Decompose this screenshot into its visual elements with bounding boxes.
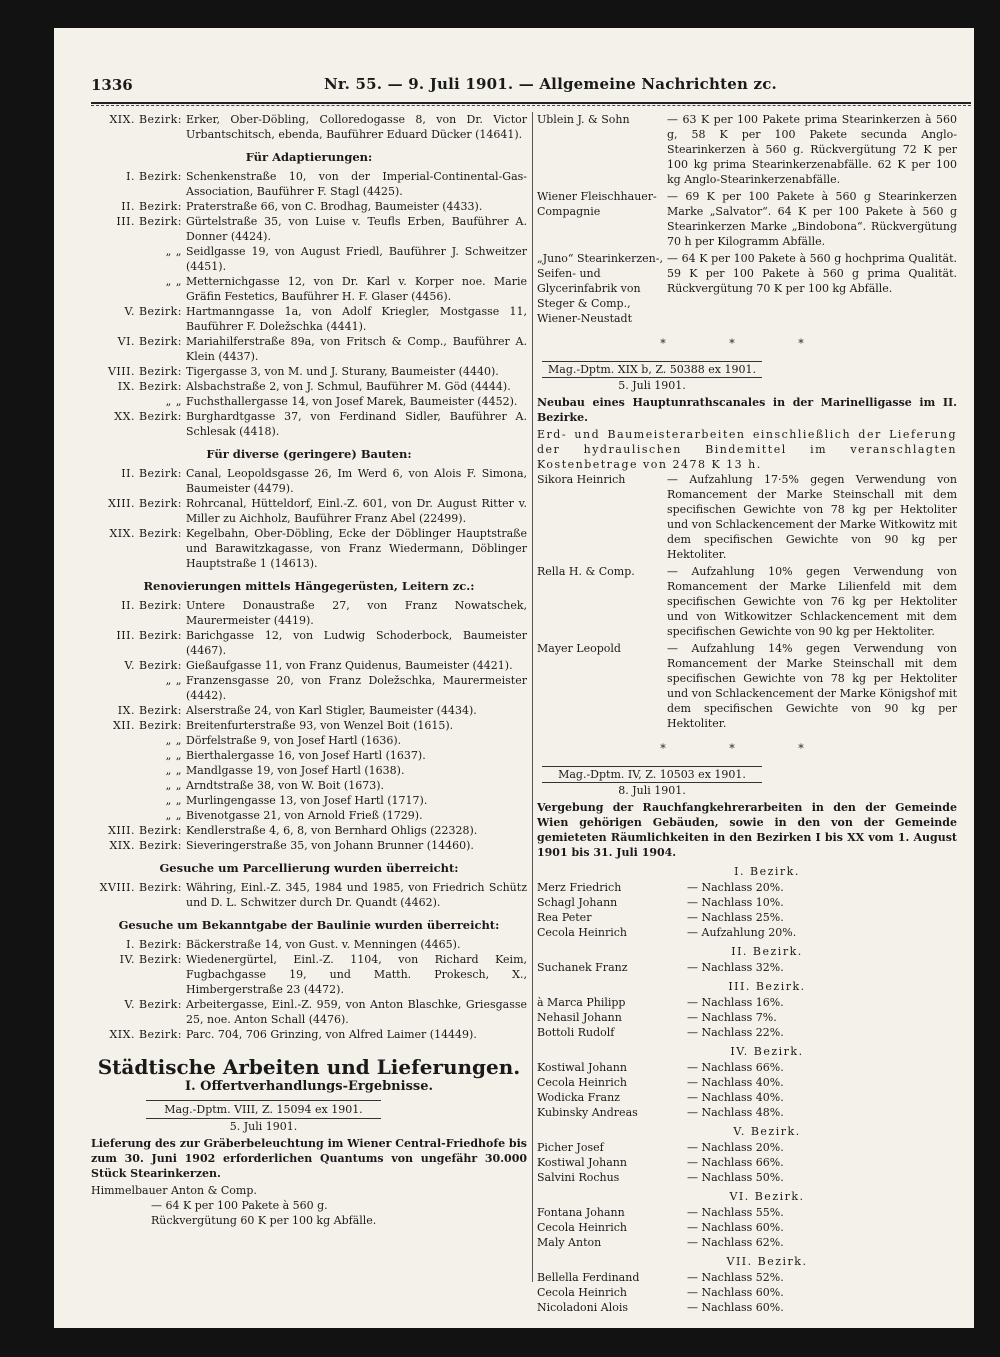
entry-text: Tigergasse 3, von M. und J. Sturany, Baumeister (4440).: [186, 365, 499, 378]
bids-canal: [537, 472, 957, 731]
entry-text: Dörfelstraße 9, von Josef Hartl (1636).: [186, 734, 402, 747]
entry-text: Schenkenstraße 10, von der Imperial-Continental-Gas-Association, Bauführer F. Stagl (4425).: [186, 170, 527, 198]
entries-renovierungen: [91, 598, 527, 853]
district-row: [537, 925, 957, 940]
district-heading: VI. Bezirk.: [729, 1190, 805, 1203]
bezirk-entry: [91, 937, 527, 952]
bezirk-entry: [91, 1027, 527, 1042]
district-heading: III. Bezirk.: [728, 980, 806, 993]
bid-text: — 64 K per 100 Pakete à 560 g hochprima Qualität. 59 K per 100 Pakete à 560 g prima Qualität. Rückvergütung 70 K per 100 kg Abfälle.: [667, 252, 957, 295]
bezirk-label: V. Bezirk:: [124, 305, 182, 318]
district-row: [537, 1155, 957, 1170]
contractor-name: Wodicka Franz: [537, 1091, 620, 1104]
reference-number: Mag.-Dptm. IV, Z. 10503 ex 1901.: [542, 766, 762, 783]
district-heading: IV. Bezirk.: [730, 1045, 804, 1058]
reference-number: Mag.-Dptm. XIX b, Z. 50388 ex 1901.: [542, 361, 762, 378]
entry-text: Kegelbahn, Ober-Döbling, Ecke der Döblinger Hauptstraße und Barawitzkagasse, von Franz Wiedermann, Döblinger Hauptstraße 1 (14613).: [186, 527, 527, 570]
district-row: [537, 895, 957, 910]
bezirk-entry: [91, 763, 527, 778]
bezirk-entry: [91, 526, 527, 571]
contractor-name: Bellella Ferdinand: [537, 1271, 640, 1284]
notice-title: Lieferung des zur Gräberbeleuchtung im Wiener Central-Friedhofe bis zum 30. Juni 1902 erforderlichen Quantums von ungefähr 30.000 Stück Stearinkerzen.: [91, 1137, 527, 1180]
right-column: [537, 112, 957, 1315]
contractor-name: Fontana Johann: [537, 1206, 625, 1219]
bezirk-entry: [91, 673, 527, 703]
entry-text: Alserstraße 24, von Karl Stigler, Baumeister (4434).: [186, 704, 477, 717]
bidder-name: „Juno“ Stearinkerzen-, Seifen- und Glycerinfabrik von Steger & Comp., Wiener-Neustadt: [537, 252, 663, 325]
bid-entry: [537, 251, 957, 326]
bid-text: — 63 K per 100 Pakete prima Stearinkerzen à 560 g, 58 K per 100 Pakete secunda Anglo-Stearinkerzen à 560 g. Rückvergütung 72 K per 100 kg prima Stearinkerzenabfälle. 62 K per 100 kg Anglo-Stearinkerzenabfälle.: [667, 113, 957, 186]
bid-entry: [537, 564, 957, 639]
contractor-bid: — Nachlass 66%.: [687, 1061, 784, 1074]
contractor-bid: — Nachlass 48%.: [687, 1106, 784, 1119]
contractor-bid: — Nachlass 55%.: [687, 1206, 784, 1219]
contractor-name: Cecola Heinrich: [537, 926, 628, 939]
entry-text: Franzensgasse 20, von Franz Doležschka, Maurermeister (4442).: [186, 674, 527, 702]
bidder-name: Mayer Leopold: [537, 642, 621, 655]
bezirk-entry: [91, 997, 527, 1027]
newspaper-page: [54, 28, 974, 1328]
district-row: [537, 1060, 957, 1075]
bid-line: — 64 K per 100 Pakete à 560 g.: [151, 1199, 328, 1212]
bezirk-entry: [91, 793, 527, 808]
bezirk-label: „ „: [165, 749, 182, 762]
section-subtitle-offert: I. Offertverhandlungs-Ergebnisse.: [184, 1079, 434, 1094]
district-heading: V. Bezirk.: [733, 1125, 801, 1138]
bezirk-label: IX. Bezirk:: [117, 704, 182, 717]
district-row: [537, 1010, 957, 1025]
section-heading-diverse: Für diverse (geringere) Bauten:: [206, 447, 412, 461]
district-row: [537, 1090, 957, 1105]
contractor-bid: — Nachlass 40%.: [687, 1091, 784, 1104]
section-heading-adaptierungen: Für Adaptierungen:: [245, 150, 373, 164]
bezirk-entry: [91, 244, 527, 274]
entry-text: Canal, Leopoldsgasse 26, Im Werd 6, von Alois F. Simona, Baumeister (4479).: [186, 467, 527, 495]
entry-text: Fuchsthallergasse 14, von Josef Marek, Baumeister (4452).: [186, 395, 518, 408]
bidder-name: Rella H. & Comp.: [537, 565, 635, 578]
district-row: [537, 1285, 957, 1300]
reference-number: Mag.-Dptm. VIII, Z. 15094 ex 1901.: [146, 1100, 381, 1119]
contractor-name: Kubinsky Andreas: [537, 1106, 638, 1119]
entry-text: Erker, Ober-Döbling, Colloredogasse 8, von Dr. Victor Urbantschitsch, ebenda, Bauführer Eduard Dücker (14641).: [186, 113, 527, 141]
bezirk-label: III. Bezirk:: [116, 215, 182, 228]
entries-adaptierungen: [91, 169, 527, 439]
bezirk-entry: [91, 598, 527, 628]
header-rule: [91, 102, 971, 104]
bezirk-entry: [91, 880, 527, 910]
bidder-name: Wiener Fleischhauer-Compagnie: [537, 190, 657, 218]
bezirk-label: „ „: [165, 794, 182, 807]
district-row: [537, 1105, 957, 1120]
contractor-bid: — Nachlass 16%.: [687, 996, 784, 1009]
bezirk-label: „ „: [165, 734, 182, 747]
bezirk-label: VI. Bezirk:: [117, 335, 182, 348]
contractor-name: Merz Friedrich: [537, 881, 622, 894]
bezirk-entry: [91, 748, 527, 763]
bidder-name: Himmelbauer Anton & Comp.: [91, 1184, 257, 1197]
entry-text: Alsbachstraße 2, von J. Schmul, Bauführer M. Göd (4444).: [186, 380, 511, 393]
entry-text: Mandlgasse 19, von Josef Hartl (1638).: [186, 764, 405, 777]
district-row: [537, 1220, 957, 1235]
contractor-bid: — Nachlass 20%.: [687, 1141, 784, 1154]
entry-text: Arndtstraße 38, von W. Boit (1673).: [186, 779, 384, 792]
bezirk-label: I. Bezirk:: [126, 938, 182, 951]
entry-text: Metternichgasse 12, von Dr. Karl v. Korper noe. Marie Gräfin Festetics, Bauführer H. F. Glaser (4456).: [186, 275, 527, 303]
bid-line: Rückvergütung 60 K per 100 kg Abfälle.: [151, 1214, 377, 1227]
contractor-bid: — Nachlass 10%.: [687, 896, 784, 909]
running-head: Nr. 55. — 9. Juli 1901. — Allgemeine Nachrichten zc.: [324, 75, 777, 93]
left-column: [91, 112, 527, 1228]
bid-entry: [537, 472, 957, 562]
entries-parcellierung: [91, 880, 527, 910]
bezirk-entry: [91, 334, 527, 364]
bezirk-label: XVIII. Bezirk:: [99, 881, 182, 894]
contractor-bid: — Nachlass 60%.: [687, 1221, 784, 1234]
bezirk-label: XIII. Bezirk:: [108, 824, 182, 837]
contractor-name: à Marca Philipp: [537, 996, 626, 1009]
contractor-bid: — Nachlass 25%.: [687, 911, 784, 924]
district-row: [537, 880, 957, 895]
bezirk-label: „ „: [165, 275, 182, 288]
bezirk-label: „ „: [165, 395, 182, 408]
entry-text: Rohrcanal, Hütteldorf, Einl.-Z. 601, von Dr. August Ritter v. Miller zu Aichholz, Bauführer Franz Abel (22499).: [186, 497, 527, 525]
bezirk-label: IV. Bezirk:: [119, 953, 182, 966]
notice-title: Vergebung der Rauchfangkehrerarbeiten in den der Gemeinde Wien gehörigen Gebäuden, sowie in den von der Gemeinde gemieteten Räumlichkeiten in den Bezirken I bis XX vom 1. August 1901 bis 31. Juli 1904.: [537, 801, 957, 859]
contractor-bid: — Nachlass 62%.: [687, 1236, 784, 1249]
bezirk-entry: [91, 658, 527, 673]
contractor-name: Cecola Heinrich: [537, 1221, 628, 1234]
bezirk-label: „ „: [165, 779, 182, 792]
contractor-name: Kostiwal Johann: [537, 1156, 627, 1169]
bezirk-label: IX. Bezirk:: [117, 380, 182, 393]
contractor-bid: — Nachlass 60%.: [687, 1286, 784, 1299]
district-row: [537, 1235, 957, 1250]
bezirk-entry: [91, 823, 527, 838]
entry-text: Wiedenergürtel, Einl.-Z. 1104, von Richard Keim, Fugbachgasse 19, und Matth. Prokesch, X., Himbergerstraße 23 (4472).: [186, 953, 527, 996]
entry-text: Murlingengasse 13, von Josef Hartl (1717).: [186, 794, 428, 807]
contractor-name: Schagl Johann: [537, 896, 618, 909]
bezirk-entry: [91, 394, 527, 409]
contractor-name: Nehasil Johann: [537, 1011, 622, 1024]
contractor-name: Cecola Heinrich: [537, 1286, 628, 1299]
reference-date: 5. Juli 1901.: [618, 379, 686, 392]
page-header: [54, 28, 974, 108]
district-row: [537, 1300, 957, 1315]
entry-text: Hartmanngasse 1a, von Adolf Kriegler, Mostgasse 11, Bauführer F. Doležschka (4441).: [186, 305, 527, 333]
contractor-bid: — Nachlass 22%.: [687, 1026, 784, 1039]
entry-text: Parc. 704, 706 Grinzing, von Alfred Laimer (14449).: [186, 1028, 477, 1041]
bezirk-entry: [91, 466, 527, 496]
entry-text: Bierthalergasse 16, von Josef Hartl (1637).: [186, 749, 426, 762]
bezirk-entry: [91, 778, 527, 793]
entry-text: Gießaufgasse 11, von Franz Quidenus, Baumeister (4421).: [186, 659, 513, 672]
bezirk-label: XIII. Bezirk:: [108, 497, 182, 510]
district-heading: II. Bezirk.: [731, 945, 803, 958]
bezirk-label: II. Bezirk:: [121, 200, 182, 213]
district-results: [537, 864, 957, 1315]
entries-top: [91, 112, 527, 142]
bezirk-label: XIX. Bezirk:: [109, 113, 182, 126]
district-heading: I. Bezirk.: [734, 865, 800, 878]
section-heading-parcellierung: Gesuche um Parcellierung wurden überreicht:: [159, 861, 459, 875]
entry-text: Sieveringerstraße 35, von Johann Brunner (14460).: [186, 839, 474, 852]
contractor-bid: — Nachlass 7%.: [687, 1011, 777, 1024]
contractor-name: Maly Anton: [537, 1236, 602, 1249]
bezirk-label: XX. Bezirk:: [114, 410, 182, 423]
entry-text: Bivenotgasse 21, von Arnold Frieß (1729).: [186, 809, 423, 822]
district-row: [537, 960, 957, 975]
bezirk-entry: [91, 952, 527, 997]
contractor-name: Nicoladoni Alois: [537, 1301, 629, 1314]
district-row: [537, 1205, 957, 1220]
bezirk-label: II. Bezirk:: [121, 467, 182, 480]
notice-title: Neubau eines Hauptunrathscanales in der Marinelligasse im II. Bezirke.: [537, 396, 957, 424]
bid-entry: [537, 112, 957, 187]
entries-baulinie: [91, 937, 527, 1042]
bid-text: — Aufzahlung 17·5% gegen Verwendung von Romancement der Marke Steinschall mit dem specifischen Gewichte von 78 kg per Hektoliter und von Schlackencement der Marke Witkowitz mit dem specifischen Gewichte von 90 kg per Hektoliter.: [667, 473, 957, 561]
contractor-bid: — Nachlass 60%.: [687, 1301, 784, 1314]
bezirk-label: „ „: [165, 809, 182, 822]
bezirk-entry: [91, 733, 527, 748]
bid-text: — Aufzahlung 14% gegen Verwendung von Romancement der Marke Steinschall mit dem specifischen Gewichte von 78 kg per Hektoliter und von Schlackencement der Marke Königshof mit dem specifischen Gewichte von 90 kg per Hektoliter.: [667, 642, 957, 730]
entry-text: Barichgasse 12, von Ludwig Schoderbock, Baumeister (4467).: [186, 629, 527, 657]
bezirk-label: II. Bezirk:: [121, 599, 182, 612]
bezirk-label: V. Bezirk:: [124, 659, 182, 672]
contractor-name: Cecola Heinrich: [537, 1076, 628, 1089]
bidder-name: Sikora Heinrich: [537, 473, 626, 486]
contractor-name: Picher Josef: [537, 1141, 604, 1154]
bezirk-label: III. Bezirk:: [116, 629, 182, 642]
bezirk-label: I. Bezirk:: [126, 170, 182, 183]
notice-subtitle: Erd- und Baumeisterarbeiten einschließlich der Lieferung der hydraulischen Bindemittel im veranschlagten Kostenbetrage von 2478 K 13 h.: [537, 428, 957, 471]
entry-text: Seidlgasse 19, von August Friedl, Bauführer J. Schweitzer (4451).: [186, 245, 527, 273]
bezirk-entry: [91, 379, 527, 394]
section-divider-stars: * * *: [660, 337, 834, 350]
bezirk-label: „ „: [165, 764, 182, 777]
district-row: [537, 910, 957, 925]
bezirk-entry: [91, 364, 527, 379]
bezirk-entry: [91, 496, 527, 526]
bids-stearinkerzen: [537, 112, 957, 326]
district-row: [537, 1025, 957, 1040]
district-row: [537, 1170, 957, 1185]
section-title-staedtische-arbeiten: Städtische Arbeiten und Lieferungen.: [97, 1055, 521, 1079]
entry-text: Breitenfurterstraße 93, von Wenzel Boit (1615).: [186, 719, 454, 732]
contractor-bid: — Nachlass 50%.: [687, 1171, 784, 1184]
bezirk-label: VIII. Bezirk:: [107, 365, 182, 378]
section-heading-renovierungen: Renovierungen mittels Hängegerüsten, Leitern zc.:: [143, 579, 475, 593]
bid-text: — Aufzahlung 10% gegen Verwendung von Romancement der Marke Lilienfeld mit dem specifischen Gewichte von 76 kg per Hektoliter und von Witkowitzer Schlackencement mit dem specifischen Gewichte von 90 kg per Hektoliter.: [667, 565, 957, 638]
bezirk-entry: [91, 409, 527, 439]
bid-entry: [537, 189, 957, 249]
bezirk-label: „ „: [165, 674, 182, 687]
column-separator: [532, 112, 533, 1282]
entry-text: Arbeitergasse, Einl.-Z. 959, von Anton Blaschke, Griesgasse 25, noe. Anton Schall (4476).: [186, 998, 527, 1026]
bezirk-label: XII. Bezirk:: [112, 719, 182, 732]
entry-text: Gürtelstraße 35, von Luise v. Teufls Erben, Bauführer A. Donner (4424).: [186, 215, 527, 243]
entry-text: Kendlerstraße 4, 6, 8, von Bernhard Ohligs (22328).: [186, 824, 478, 837]
contractor-bid: — Nachlass 40%.: [687, 1076, 784, 1089]
header-rule-dashed: [91, 105, 971, 106]
entries-diverse: [91, 466, 527, 571]
district-row: [537, 1270, 957, 1285]
bezirk-entry: [91, 112, 527, 142]
bezirk-label: „ „: [165, 245, 182, 258]
section-divider-stars: * * *: [660, 742, 834, 755]
bezirk-entry: [91, 199, 527, 214]
reference-date: 5. Juli 1901.: [229, 1120, 298, 1133]
contractor-name: Salvini Rochus: [537, 1171, 620, 1184]
contractor-bid: — Nachlass 32%.: [687, 961, 784, 974]
bezirk-entry: [91, 274, 527, 304]
bid-entry: [537, 641, 957, 731]
bezirk-entry: [91, 304, 527, 334]
bezirk-entry: [91, 718, 527, 733]
bezirk-entry: [91, 628, 527, 658]
reference-date: 8. Juli 1901.: [618, 784, 686, 797]
district-row: [537, 995, 957, 1010]
bezirk-entry: [91, 808, 527, 823]
contractor-bid: — Nachlass 20%.: [687, 881, 784, 894]
contractor-bid: — Nachlass 52%.: [687, 1271, 784, 1284]
contractor-name: Suchanek Franz: [537, 961, 628, 974]
contractor-name: Kostiwal Johann: [537, 1061, 627, 1074]
entry-text: Burghardtgasse 37, von Ferdinand Sidler, Bauführer A. Schlesak (4418).: [186, 410, 527, 438]
bezirk-label: V. Bezirk:: [124, 998, 182, 1011]
contractor-bid: — Nachlass 66%.: [687, 1156, 784, 1169]
bezirk-entry: [91, 838, 527, 853]
bezirk-entry: [91, 169, 527, 199]
bezirk-entry: [91, 703, 527, 718]
bezirk-label: XIX. Bezirk:: [109, 527, 182, 540]
bezirk-entry: [91, 214, 527, 244]
bezirk-label: XIX. Bezirk:: [109, 839, 182, 852]
bidder-name: Ublein J. & Sohn: [537, 113, 630, 126]
contractor-name: Rea Peter: [537, 911, 592, 924]
district-row: [537, 1140, 957, 1155]
page-number: 1336: [91, 76, 133, 94]
entry-text: Untere Donaustraße 27, von Franz Nowatschek, Maurermeister (4419).: [186, 599, 527, 627]
contractor-bid: — Aufzahlung 20%.: [687, 926, 797, 939]
entry-text: Praterstraße 66, von C. Brodhag, Baumeister (4433).: [186, 200, 483, 213]
district-row: [537, 1075, 957, 1090]
district-heading: VII. Bezirk.: [726, 1255, 808, 1268]
bezirk-label: XIX. Bezirk:: [109, 1028, 182, 1041]
entry-text: Währing, Einl.-Z. 345, 1984 und 1985, von Friedrich Schütz und D. L. Schwitzer durch Dr. Quandt (4462).: [186, 881, 527, 909]
section-heading-baulinie: Gesuche um Bekanntgabe der Baulinie wurden überreicht:: [118, 918, 500, 932]
entry-text: Bäckerstraße 14, von Gust. v. Menningen (4465).: [186, 938, 461, 951]
bid-text: — 69 K per 100 Pakete à 560 g Stearinkerzen Marke „Salvator“. 64 K per 100 Pakete à 560 g Stearinkerzen Marke „Bindobona“. Rückvergütung 70 h per Kilogramm Abfälle.: [667, 190, 957, 248]
contractor-name: Bottoli Rudolf: [537, 1026, 615, 1039]
entry-text: Mariahilferstraße 89a, von Fritsch & Comp., Bauführer A. Klein (4437).: [186, 335, 527, 363]
